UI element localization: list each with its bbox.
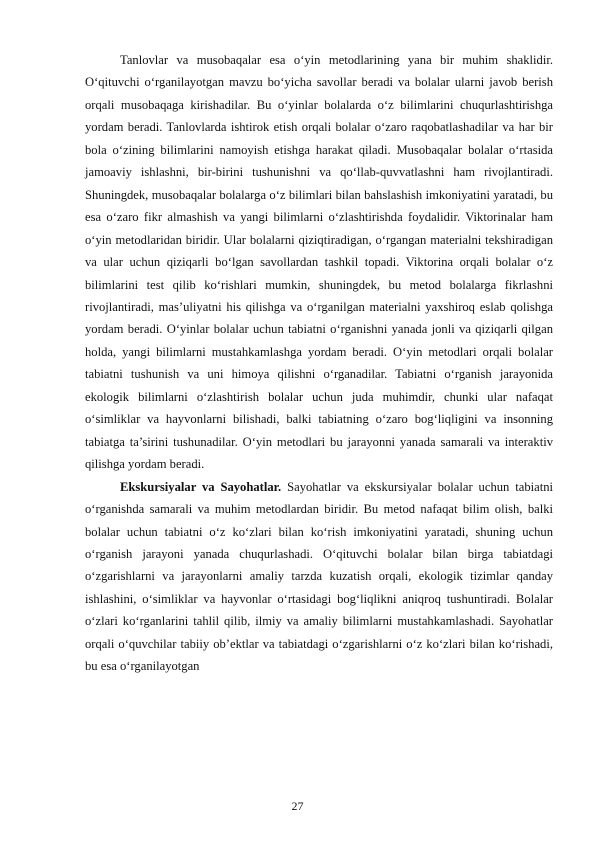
page-number: 27 — [291, 799, 304, 813]
paragraph-competitions — [85, 49, 553, 476]
paragraph-excursions — [85, 476, 553, 678]
paragraph-excursions-text: Sayohatlar va ekskursiyalar bolalar uchun tabiatni o‘rganishda samarali va muhim metodlardan biridir. Bu metod nafaqat bilim olish, balki bolalar uchun tabiatni o‘z ko‘zlari bilan ko‘rish imkoniyatini yaratadi, shuning uchun o‘rganish jarayoni yanada chuqurlashadi. O‘qituvchi bolalar bilan birga tabiatdagi o‘zgarishlarni va jarayonlarni amaliy tarzda kuzatish orqali, ekologik tizimlar qanday ishlashini, o‘simliklar va hayvonlar o‘rtasidagi bog‘liqlikni aniqroq tushuntiradi. Bolalar o‘zlari ko‘rganlarini tahlil qilib, ilmiy va amaliy bilimlarni mustahkamlashadi. Sayohatlar orqali o‘quvchilar tabiiy ob’ektlar va tabiatdagi o‘zgarishlarni o‘z ko‘zlari bilan ko‘rishadi, bu esa o‘rganilayotgan — [85, 479, 553, 674]
section-heading-excursions: Ekskursiyalar va Sayohatlar. — [120, 479, 282, 494]
paragraph-competitions-text: Tanlovlar va musobaqalar esa o‘yin metodlarining yana bir muhim shaklidir. O‘qituvchi o‘rganilayotgan mavzu bo‘yicha savollar beradi va bolalar ularni javob berish orqali musobaqaga kirishadilar. Bu o‘yinlar bolalarda o‘z bilimlarini chuqurlashtirishga yordam beradi. Tanlovlarda ishtirok etish orqali bolalar o‘zaro raqobatlashadilar va har bir bola o‘zining bilimlarini namoyish etishga harakat qiladi. Musobaqalar bolalar o‘rtasida jamoaviy ishlashni, bir-birini tushunishni va qo‘llab-quvvatlashni ham rivojlantiradi. Shuningdek, musobaqalar bolalarga o‘z bilimlari bilan bahslashish imkoniyatini yaratadi, bu esa o‘zaro fikr almashish va yangi bilimlarni o‘zlashtirishda foydalidir. Viktorinalar ham o‘yin metodlaridan biridir. Ular bolalarni qiziqtiradigan, o‘rgangan materialni tekshiradigan va ular uchun qiziqarli bo‘lgan savollardan tashkil topadi. Viktorina orqali bolalar o‘z bilimlarini test qilib ko‘rishlari mumkin, shuningdek, bu metod bolalarga fikrlashni rivojlantiradi, mas’uliyatni his qilishga va o‘rganilgan materialni yaxshiroq eslab qolishga yordam beradi. O‘yinlar bolalar uchun tabiatni o‘rganishni yanada jonli va qiziqarli qilgan holda, yangi bilimlarni mustahkamlashga yordam beradi. O‘yin metodlari orqali bolalar tabiatni tushunish va uni himoya qilishni o‘rganadilar. Tabiatni o‘rganish jarayonida ekologik bilimlarni o‘zlashtirish bolalar uchun juda muhimdir, chunki ular nafaqat o‘simliklar va hayvonlarni bilishadi, balki tabiatning o‘zaro bog‘liqligini va insonning tabiatga ta’sirini tushunadilar. O‘yin metodlari bu jarayonni yanada samarali va interaktiv qilishga yordam beradi. — [85, 53, 553, 472]
body-text — [85, 49, 553, 678]
